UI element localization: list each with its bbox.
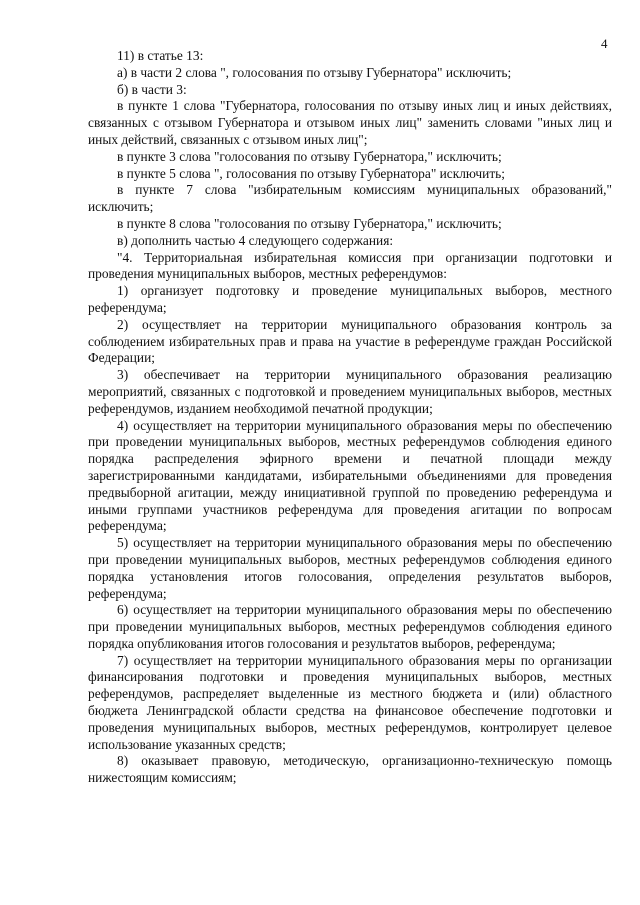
amendment-point-8: в пункте 8 слова "голосования по отзыву Губернатора," исключить; [117,215,502,231]
amendment-add-part-4: в) дополнить частью 4 следующего содержания: [117,232,394,248]
amendment-point-3: в пункте 3 слова "голосования по отзыву Губернатора," исключить; [117,148,502,164]
amendment-part-2: а) в части 2 слова ", голосования по отзыву Губернатора" исключить; [117,64,512,80]
page-number: 4 [601,36,608,51]
part-4-item-1: 1) организует подготовку и проведение муниципальных выборов, местного референдума; [88,283,612,315]
part-4-intro: "4. Территориальная избирательная комиссия при организации подготовки и проведения муниципальных выборов, местных референдумов: [88,249,612,282]
document-body [88,48,612,787]
part-4-item-8: 8) оказывает правовую, методическую, организационно-техническую помощь нижестоящим комиссиям; [88,753,612,786]
amendment-point-5: в пункте 5 слова ", голосования по отзыву Губернатора" исключить; [117,165,506,181]
part-4-item-4: 4) осуществляет на территории муниципального образования меры по обеспечению при проведении муниципальных выборов, местных референдумов соблюдения единого порядка распределения эфирного времени и печатной площади между зарегистрированными кандидатами, избирательными объединениями для проведения предвыборной агитации, между инициативной группой по проведению референдума и иными группами участников референдума для проведения агитации по вопросам референдума; [88,417,612,534]
part-4-item-6: 6) осуществляет на территории муниципального образования меры по обеспечению при проведении муниципальных выборов, местных референдумов соблюдения единого порядка опубликования итогов голосования и результатов выборов, референдума; [88,602,612,651]
part-4-item-2: 2) осуществляет на территории муниципального образования контроль за соблюдением избирательных прав и права на участие в референдуме граждан Российской Федерации; [88,316,612,366]
amendment-article-13: 11) в статье 13: [117,48,204,63]
amendment-part-3: б) в части 3: [117,81,187,97]
amendment-point-1: в пункте 1 слова "Губернатора, голосования по отзыву иных лиц и иных действиях, связанных с отзывом Губернатора и отзывом иных лиц" заменить словами "иных лиц и иных действий, связанных с отзывом иных лиц"; [88,98,612,147]
amendment-point-7: в пункте 7 слова "избирательным комиссиям муниципальных образований," исключить; [88,182,612,215]
part-4-item-5: 5) осуществляет на территории муниципального образования меры по обеспечению при проведении муниципальных выборов, местных референдумов соблюдения единого порядка установления итогов голосования, определения результатов выборов, референдума; [88,535,612,601]
part-4-item-3: 3) обеспечивает на территории муниципального образования реализацию мероприятий, связанных с подготовкой и проведением муниципальных выборов, местных референдумов, изданием необходимой печатной продукции; [88,367,612,416]
part-4-item-7: 7) осуществляет на территории муниципального образования меры по организации финансирования подготовки и проведения муниципальных выборов, местных референдумов, распределяет выделенные из местного бюджета и (или) областного бюджета Ленинградской области средства на финансовое обеспечение подготовки и проведения муниципальных выборов, местных референдумов, контролирует целевое использование указанных средств; [88,652,612,752]
